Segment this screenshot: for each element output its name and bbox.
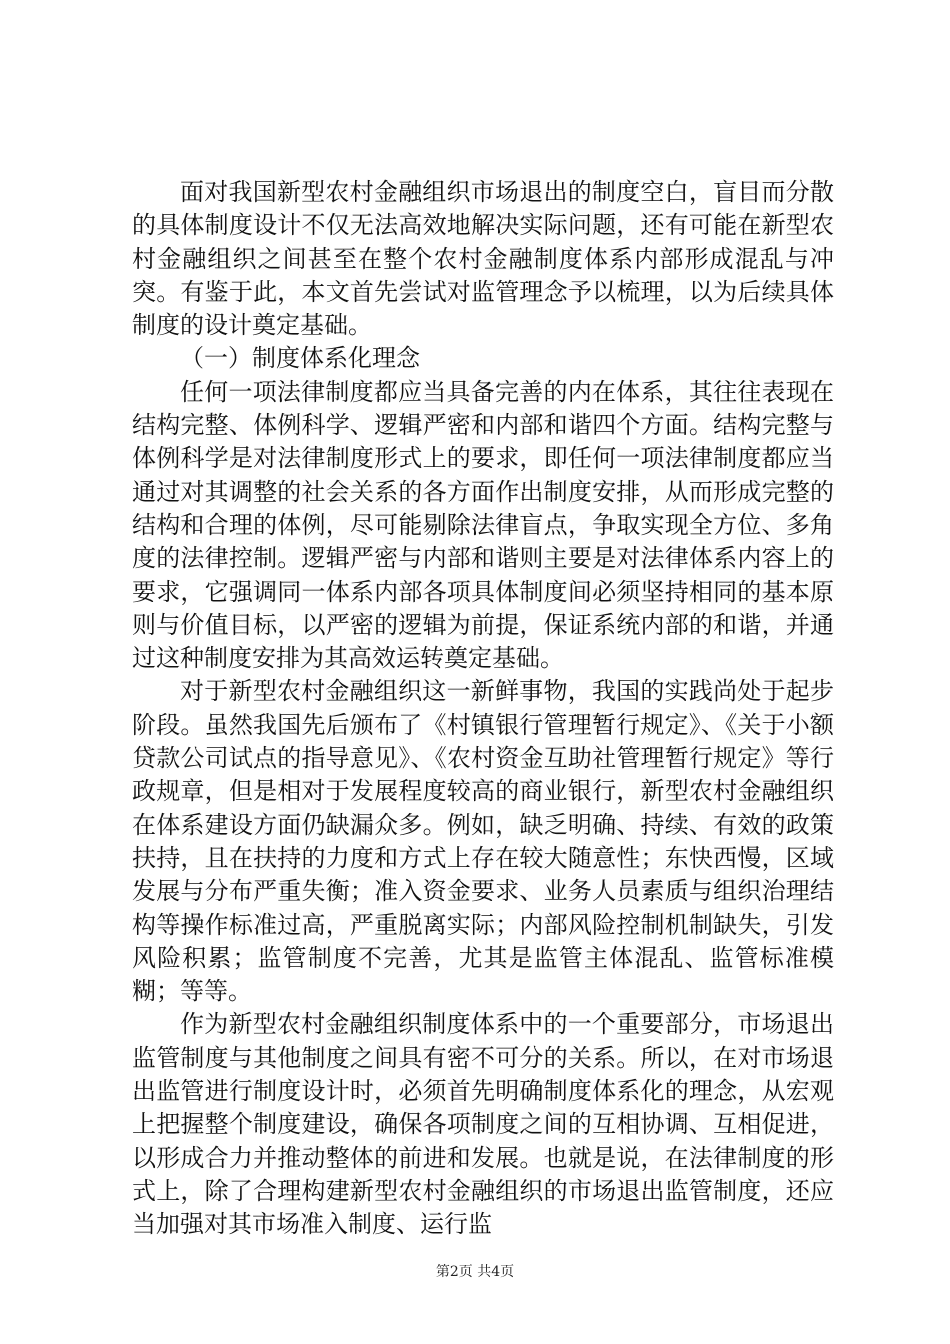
document-body bbox=[132, 176, 834, 1242]
paragraph-system: 任何一项法律制度都应当具备完善的内在体系，其往往表现在结构完整、体例科学、逻辑严密和内部和谐四个方面。结构完整与体例科学是对法律制度形式上的要求，即任何一项法律制度都应当通过对其调整的社会关系的各方面作出制度安排，从而形成完整的结构和合理的体例，尽可能剔除法律盲点，争取实现全方位、多角度的法律控制。逻辑严密与内部和谐则主要是对法律体系内容上的要求，它强调同一体系内部各项具体制度间必须坚持相同的基本原则与价值目标，以严密的逻辑为前提，保证系统内部的和谐，并通过这种制度安排为其高效运转奠定基础。 bbox=[132, 377, 834, 673]
section-heading: （一）制度体系化理念 bbox=[180, 344, 420, 373]
page-number-footer: 第2页 共4页 bbox=[435, 1264, 515, 1280]
paragraph-practice: 对于新型农村金融组织这一新鲜事物，我国的实践尚处于起步阶段。虽然我国先后颁布了《村镇银行管理暂行规定》、《关于小额贷款公司试点的指导意见》、《农村资金互助社管理暂行规定》等行政规章，但是相对于发展程度较高的商业银行，新型农村金融组织在体系建设方面仍缺漏众多。例如，缺乏明确、持续、有效的政策扶持，且在扶持的力度和方式上存在较大随意性；东快西慢，区域发展与分布严重失衡；准入资金要求、业务人员素质与组织治理结构等操作标准过高，严重脱离实际；内部风险控制机制缺失，引发风险积累；监管制度不完善，尤其是监管主体混乱、监管标准模糊；等等。 bbox=[132, 677, 834, 1006]
paragraph-exit-regulation: 作为新型农村金融组织制度体系中的一个重要部分，市场退出监管制度与其他制度之间具有密不可分的关系。所以，在对市场退出监管进行制度设计时，必须首先明确制度体系化的理念，从宏观上把握整个制度建设，确保各项制度之间的互相协调、互相促进，以形成合力并推动整体的前进和发展。也就是说，在法律制度的形式上，除了合理构建新型农村金融组织的市场退出监管制度，还应当加强对其市场准入制度、运行监 bbox=[132, 1010, 834, 1239]
paragraph-intro: 面对我国新型农村金融组织市场退出的制度空白，盲目而分散的具体制度设计不仅无法高效地解决实际问题，还有可能在新型农村金融组织之间甚至在整个农村金融制度体系内部形成混乱与冲突。有鉴于此，本文首先尝试对监管理念予以梳理，以为后续具体制度的设计奠定基础。 bbox=[132, 178, 834, 340]
